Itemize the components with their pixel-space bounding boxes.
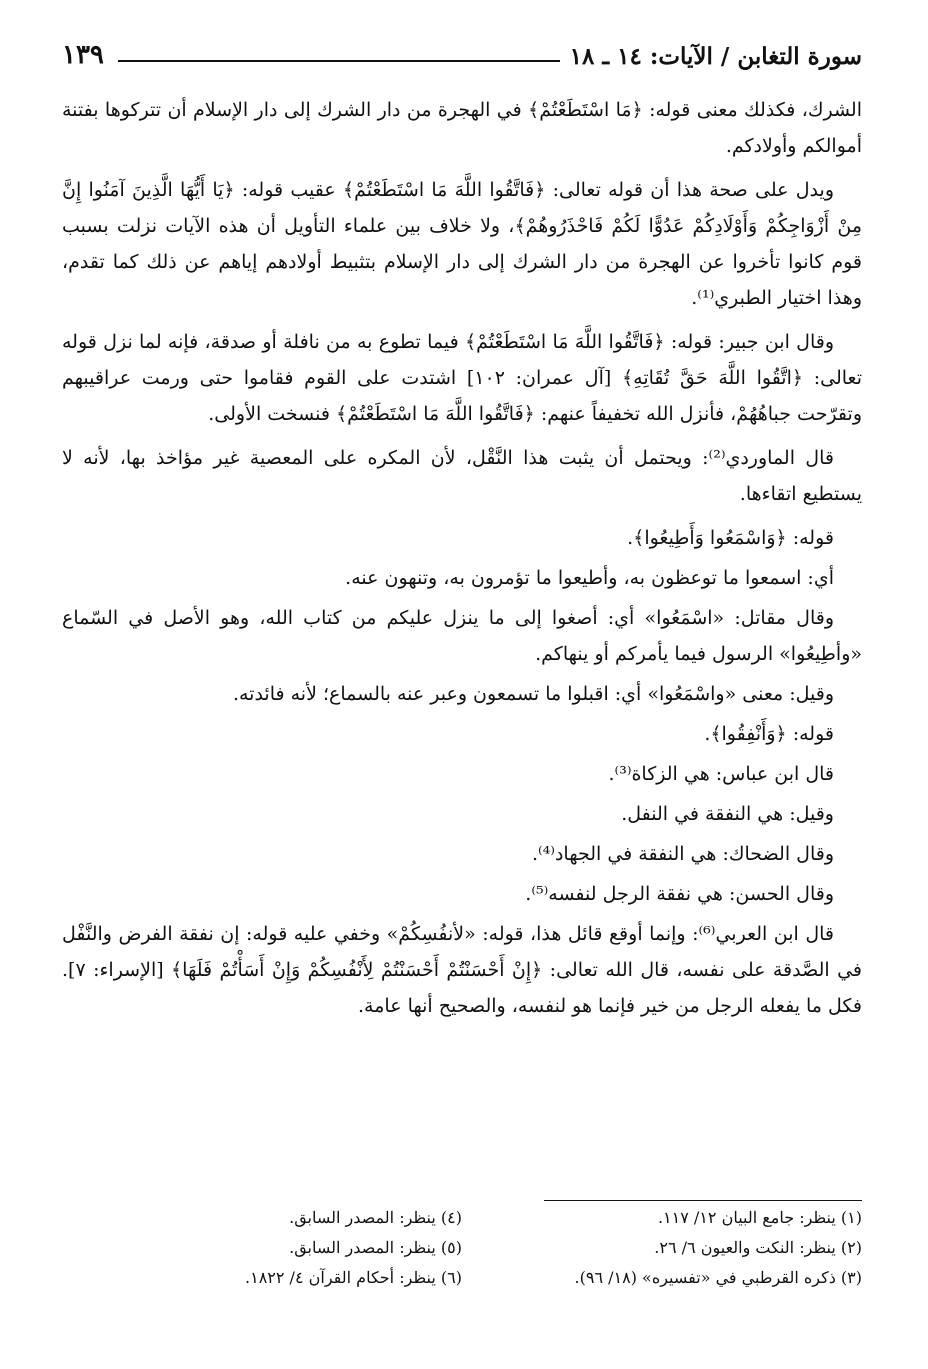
paragraph: وقال الحسن: هي نفقة الرجل لنفسه⁽⁵⁾.	[525, 883, 834, 905]
footnote: (٤) ينظر: المصدر السابق.	[289, 1208, 462, 1227]
paragraph: قال ابن العربي⁽⁶⁾: وإنما أوقع قائل هذا، قوله: «لأنفُسِكُمْ» وخفي عليه قوله: إن نفقة الفرض والنَّفْل في الصَّدقة على نفسه، قال الله تعالى: ﴿إِنْ أَحْسَنْتُمْ أَحْسَنْتُمْ لِأَنْفُسِكُمْ وَإِنْ أَسَأْتُمْ فَلَهَا﴾ [الإسراء: ٧]. فكل ما يفعله الرجل من خير فإنما هو لنفسه، والصحيح أنها عامة.	[62, 923, 862, 1017]
footnote: (٢) ينظر: النكت والعيون ٦/ ٢٦.	[654, 1238, 862, 1257]
main-text	[62, 92, 862, 1032]
paragraph: وقال مقاتل: «اسْمَعُوا» أي: أصغوا إلى ما ينزل عليكم من كتاب الله، وهو الأصل في السّماع «وأطِيعُوا» الرسول فيما يأمركم أو ينهاكم.	[62, 607, 862, 665]
footnote: (٦) ينظر: أحكام القرآن ٤/ ١٨٢٢.	[245, 1268, 462, 1287]
paragraph: قال ابن عباس: هي الزكاة⁽³⁾.	[608, 763, 834, 785]
paragraph: الشرك، فكذلك معنى قوله: ﴿مَا اسْتَطَعْتُمْ﴾ في الهجرة من دار الشرك إلى دار الإسلام أن تتركوها بفتنة أموالكم وأولادكم.	[62, 99, 862, 157]
running-header	[62, 30, 862, 70]
footnote-separator	[544, 1200, 862, 1201]
paragraph: وقال الضحاك: هي النفقة في الجهاد⁽⁴⁾.	[531, 843, 834, 865]
paragraph: أي: اسمعوا ما توعظون به، وأطيعوا ما تؤمرون به، وتنهون عنه.	[345, 567, 834, 589]
paragraph: قال الماوردي⁽²⁾: ويحتمل أن يثبت هذا النَّقْل، لأن المكره على المعصية غير مؤاخذ بها، لأنه لا يستطيع اتقاءها.	[62, 447, 862, 505]
paragraph: ويدل على صحة هذا أن قوله تعالى: ﴿فَاتَّقُوا اللَّهَ مَا اسْتَطَعْتُمْ﴾ عقيب قوله: ﴿يَا أَيُّهَا الَّذِينَ آمَنُوا إِنَّ مِنْ أَزْوَاجِكُمْ وَأَوْلَادِكُمْ عَدُوًّا لَكُمْ فَاحْذَرُوهُمْ﴾، ولا خلاف بين علماء التأويل أن هذه الآيات نزلت بسبب قوم كانوا تأخروا عن الهجرة من دار الشرك إلى دار الإسلام بتثبيط أولادهم إياهم عن ذلك كما تقدم، وهذا اختيار الطبري⁽¹⁾.	[62, 179, 862, 309]
footnote: (٣) ذكره القرطبي في «تفسيره» (١٨/ ٩٦).	[574, 1268, 862, 1287]
paragraph: وقيل: هي النفقة في النفل.	[621, 803, 834, 825]
paragraph: قوله: ﴿وَأَنْفِقُوا﴾.	[704, 723, 834, 745]
footnotes	[62, 1208, 862, 1298]
surah-title: سورة التغابن / الآيات: ١٤ ـ ١٨	[569, 43, 862, 70]
header-rule	[118, 60, 560, 62]
paragraph: وقيل: معنى «واسْمَعُوا» أي: اقبلوا ما تسمعون وعبر عنه بالسماع؛ لأنه فائدته.	[232, 683, 834, 705]
paragraph: قوله: ﴿وَاسْمَعُوا وَأَطِيعُوا﴾.	[627, 527, 834, 549]
footnote: (٥) ينظر: المصدر السابق.	[289, 1238, 462, 1257]
page-number: ١٣٩	[62, 40, 104, 70]
paragraph: وقال ابن جبير: قوله: ﴿فَاتَّقُوا اللَّهَ مَا اسْتَطَعْتُمْ﴾ فيما تطوع به من نافلة أو صدقة، فإنه لما نزل قوله تعالى: ﴿اتَّقُوا اللَّهَ حَقَّ تُقَاتِهِ﴾ [آل عمران: ١٠٢] اشتدت على القوم فقاموا حتى ورمت عراقيبهم وتقرّحت جباهُهُمْ، فأنزل الله تخفيفاً عنهم: ﴿فَاتَّقُوا اللَّهَ مَا اسْتَطَعْتُمْ﴾ فنسخت الأولى.	[62, 331, 862, 425]
footnote: (١) ينظر: جامع البيان ١٢/ ١١٧.	[657, 1208, 862, 1227]
